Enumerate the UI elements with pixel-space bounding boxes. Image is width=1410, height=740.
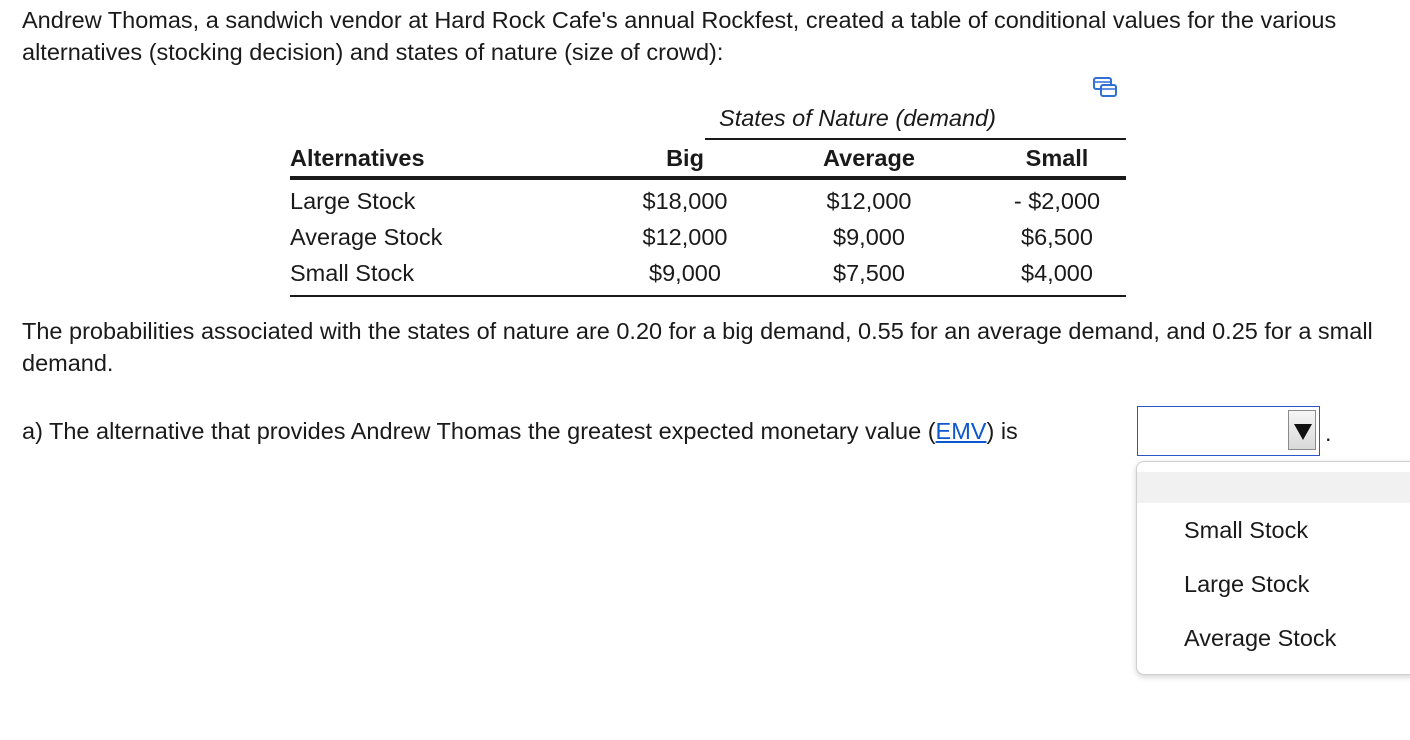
dropdown-button[interactable] (1288, 410, 1316, 450)
cell-value: $9,000 (620, 255, 750, 296)
cell-value: $4,000 (988, 255, 1126, 296)
question-text (22, 415, 1018, 447)
row-label: Average Stock (290, 223, 443, 250)
question-prefix: a) The alternative that provides Andrew Thomas the greatest expected monetary value ( (22, 418, 936, 444)
answer-dropdown[interactable] (1137, 406, 1320, 456)
cell-value: $12,000 (826, 187, 912, 214)
header-average: Average (750, 140, 988, 178)
cell-value: - $2,000 (1013, 187, 1101, 214)
header-row (290, 140, 1126, 178)
dropdown-option-average-stock[interactable]: Average Stock (1184, 625, 1337, 651)
cell-value: $12,000 (642, 223, 728, 250)
emv-link[interactable]: EMV (935, 418, 987, 444)
copy-table-icon[interactable] (1092, 76, 1118, 98)
cell-value: $18,000 (642, 187, 728, 214)
dropdown-option-small-stock[interactable]: Small Stock (1184, 517, 1309, 543)
header-small: Small (988, 140, 1126, 178)
question-suffix: ) is (986, 418, 1018, 444)
header-big: Big (620, 140, 750, 178)
header-alternatives: Alternatives (290, 140, 620, 178)
probabilities-text: The probabilities associated with the states of nature are 0.20 for a big demand, 0.55 for an average demand, and 0.25 for a small demand. (22, 318, 1373, 376)
cell-value: $7,500 (750, 255, 988, 296)
table-row (290, 178, 1126, 219)
page: Andrew Thomas, a sandwich vendor at Hard Rock Cafe's annual Rockfest, created a table of conditional values for the various alternatives (stocking decision) and states of nature (size of crowd): States of Nature (demand) Alternatives Big Average Small Large Stock $18,000 $12,000 - $2,000 Average Stock $12,000 $9,000 $6,500 Small Stock $9,000 $7,500 $4,000 The probabilities associated with the states of nature are 0.20 for a big demand, 0.55 for an average demand, and 0.25 for a small demand. a) The alternative that provides Andrew Thomas the greatest expected monetary value (EMV) is . Small Stock Large Stock Average Stock (0, 0, 1410, 740)
dropdown-arrow-icon (1294, 424, 1312, 440)
cell-value: $6,500 (1021, 223, 1093, 250)
dropdown-option-blank[interactable] (1137, 472, 1410, 503)
table-row (290, 255, 1126, 296)
values-table (290, 140, 1126, 297)
row-label: Small Stock (290, 255, 620, 296)
intro-text: Andrew Thomas, a sandwich vendor at Hard Rock Cafe's annual Rockfest, created a table of conditional values for the various alternatives (stocking decision) and states of nature (size of crowd): (22, 7, 1337, 65)
table-row (290, 219, 1126, 255)
cell-value: $9,000 (833, 223, 905, 250)
dropdown-menu (1136, 461, 1410, 675)
row-label: Large Stock (290, 187, 416, 214)
sentence-period: . (1325, 420, 1332, 446)
dropdown-option-large-stock[interactable]: Large Stock (1184, 571, 1310, 597)
